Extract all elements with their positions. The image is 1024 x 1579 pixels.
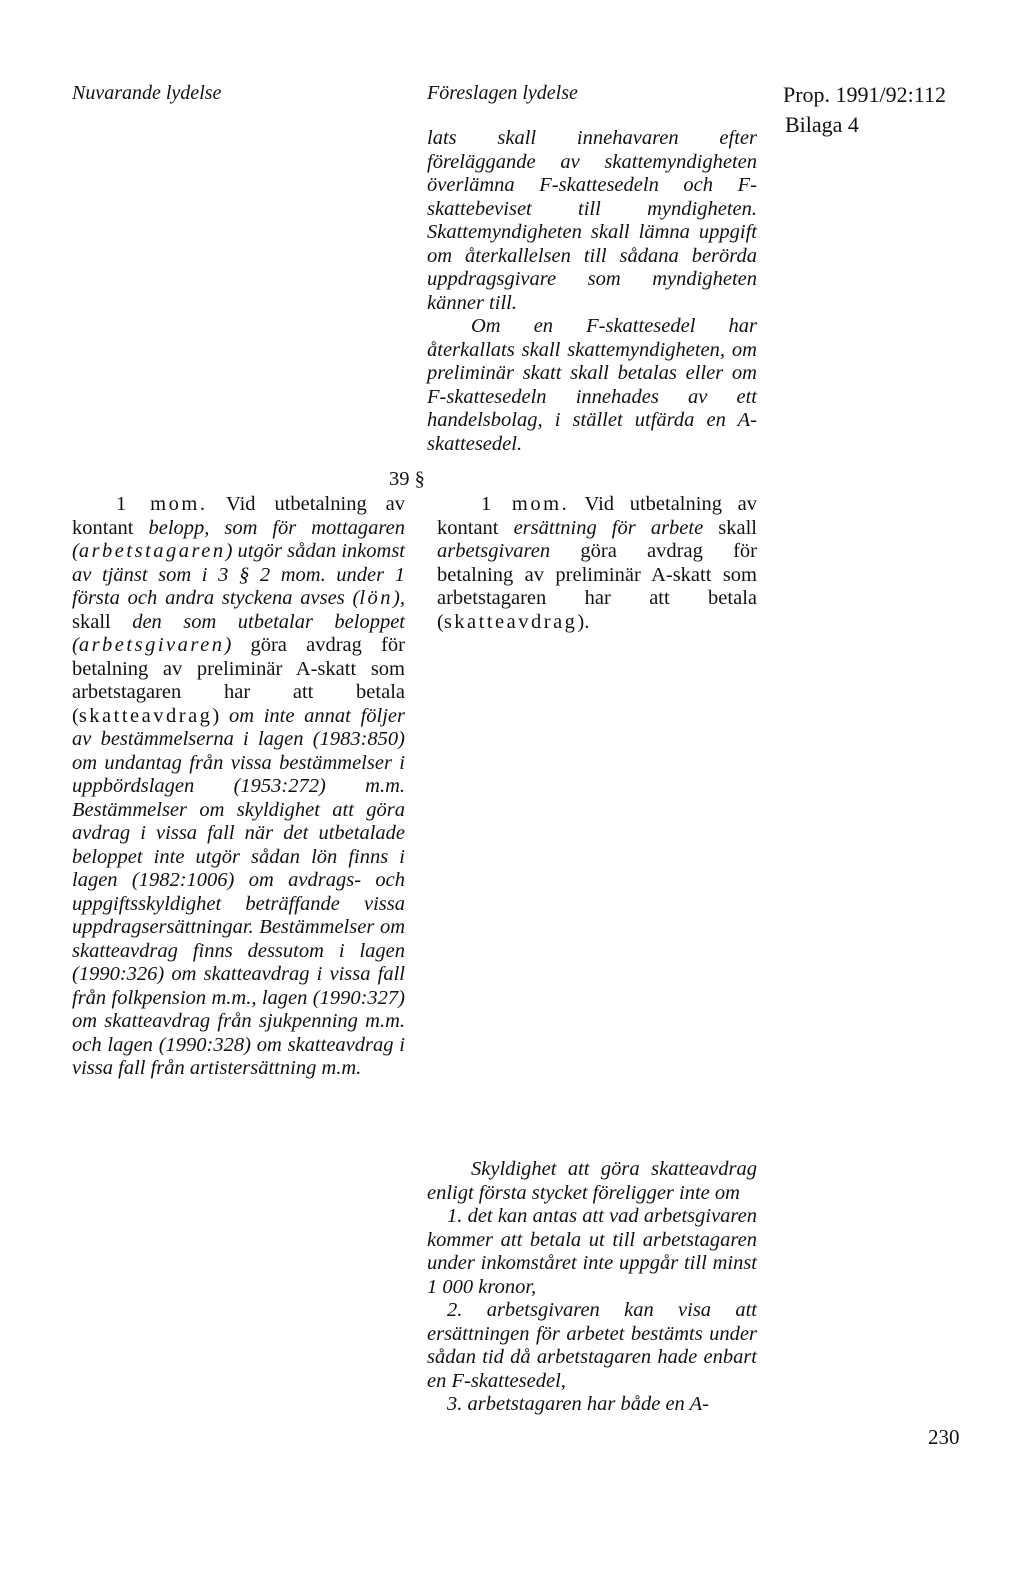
paragraph: Om en F-skattesedel har återkallats skall skattemyndigheten, om preliminär skatt skall betalas eller om F-skattesedeln innehades av ett handelsbolag, i stället utfärda en A-skattesedel. [427, 315, 757, 455]
proposed-exceptions [427, 1158, 757, 1417]
text-run: ) [224, 634, 251, 656]
text-run: den som utbetalar beloppet ( [72, 610, 406, 656]
proposed-text-continuation [427, 127, 757, 456]
document-reference [783, 80, 946, 140]
mom-label: 1 mom. [481, 493, 570, 515]
text-run: skall [72, 610, 133, 633]
text-run: Vid utbetalning av kontant [437, 493, 757, 539]
column-heading-proposed: Föreslagen lydelse [427, 82, 578, 104]
paragraph: lats skall innehavaren efter föreläggande av skattemyndigheten överlämna F-skattesedeln och F-skattebeviset till myndigheten. Skattemyndigheten skall lämna uppgift om återkallelsen till sådana berörda uppdragsgivare som myndigheten känner till. [427, 127, 757, 314]
text-run: göra avdrag för betalning av preliminär A-skatt som arbetstagaren har att betala ( [437, 540, 757, 633]
text-run: ) utgör sådan inkomst av tjänst som i 3 § 2 mom. under 1 första och andra styckena avses ( [72, 540, 405, 609]
text-run: ersättning för arbete [513, 516, 704, 539]
text-run: om inte annat följer av bestämmelserna i lagen (1983:850) om undantag från vissa bestämmelser i uppbördslagen (1953:272) m.m. Bestämmelser om skyldighet att göra avdrag i vissa fall när det utbetalade beloppet inte utgör sådan lön finns i lagen (1982:1006) om avdrags- och uppgiftsskyldighet beträffande vissa uppdragsersättningar. Bestämmelser om skatteavdrag finns dessutom i lagen (1990:326) om skatteavdrag i vissa fall från folkpension m.m., lagen (1990:327) om skatteavdrag från sjukpenning m.m. och lagen (1990:328) om skatteavdrag i vissa fall från artistersättning m.m. [72, 704, 406, 1079]
text-run: ). [577, 610, 590, 633]
column-heading-current: Nuvarande lydelse [72, 82, 222, 104]
paragraph [437, 493, 757, 634]
defined-term: skatteavdrag [443, 610, 578, 633]
text-run: skall [703, 516, 757, 539]
paragraph: Skyldighet att göra skatteavdrag enligt första stycket föreligger inte om [427, 1158, 757, 1204]
paragraph [72, 493, 405, 1081]
list-item: 1. det kan antas att vad arbetsgivaren kommer att betala ut till arbetstagaren under inkomståret inte uppgår till minst 1 000 kronor, [427, 1205, 757, 1298]
defined-term: skatteavdrag [78, 704, 213, 727]
text-run: göra avdrag för betalning av preliminär A-skatt som arbetstagaren har att betala ( [72, 634, 405, 727]
text-run: belopp, som för mottagaren ( [72, 516, 405, 562]
text-run: Vid utbetalning av kontant [72, 493, 405, 539]
list-item: 2. arbetsgivaren kan visa att ersättningen för arbetet bestämts under sådan tid då arbetstagaren hade enbart en F-skattesedel, [427, 1299, 757, 1392]
current-text-section [72, 493, 405, 1081]
page-number: 230 [928, 1425, 960, 1449]
section-marker: 39 § [389, 468, 425, 490]
list-item: 3. arbetstagaren har både en A- [447, 1393, 709, 1415]
defined-term: lön [359, 587, 394, 609]
exception-list [427, 1205, 757, 1417]
text-run: arbetsgivaren [437, 540, 551, 562]
defined-term: arbetstagaren [78, 540, 226, 562]
defined-term: arbetsgivaren [78, 634, 225, 656]
proposition-number: Prop. 1991/92:112 [783, 82, 946, 107]
mom-label: 1 mom. [116, 493, 208, 515]
text-run: ) [212, 704, 229, 727]
appendix-label: Bilaga 4 [785, 112, 859, 137]
proposed-text-section [437, 493, 757, 634]
text-run: ), [393, 587, 405, 609]
